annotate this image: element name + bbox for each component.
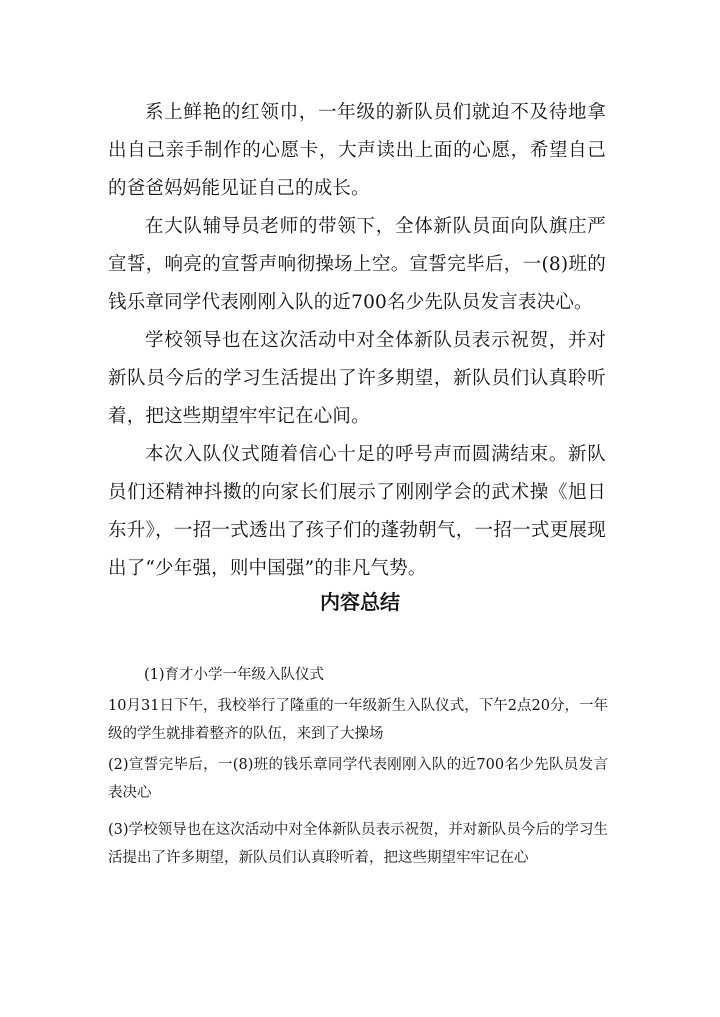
summary-item: (2)宣誓完毕后，一(8)班的钱乐章同学代表刚刚入队的近700名少先队员发言表决心 [108,756,608,801]
paragraph: 学校领导也在这次活动中对全体新队员表示祝贺，并对新队员今后的学习生活提出了许多期望，新队员们认真聆听着，把这些期望牢牢记在心间。 [108,330,606,427]
summary-item: 10月31日下午，我校举行了隆重的一年级新生入队仪式，下午2点20分，一年级的学生就排着整齐的队伍，来到了大操场 [108,697,608,742]
summary-list [108,661,608,873]
summary-item: (1)育才小学一年级入队仪式 [144,667,325,683]
body-text [108,94,606,588]
summary-item: (3)学校领导也在这次活动中对全体新队员表示祝贺，并对新队员今后的学习生活提出了许多期望，新队员们认真聆听着，把这些期望牢牢记在心 [108,821,608,866]
summary-heading: 内容总结 [320,590,400,614]
paragraph: 在大队辅导员老师的带领下，全体新队员面向队旗庄严宣誓，响亮的宣誓声响彻操场上空。宣誓完毕后，一(8)班的钱乐章同学代表刚刚入队的近700名少先队员发言表决心。 [108,216,606,313]
paragraph: 本次入队仪式随着信心十足的呼号声而圆满结束。新队员们还精神抖擞的向家长们展示了刚刚学会的武术操《旭日东升》，一招一式透出了孩子们的蓬勃朝气，一招一式更展现出了“少年强，则中国强”的非凡气势。 [108,444,606,579]
paragraph: 系上鲜艳的红领巾，一年级的新队员们就迫不及待地拿出自己亲手制作的心愿卡，大声读出上面的心愿，希望自己的爸爸妈妈能见证自己的成长。 [108,102,606,199]
